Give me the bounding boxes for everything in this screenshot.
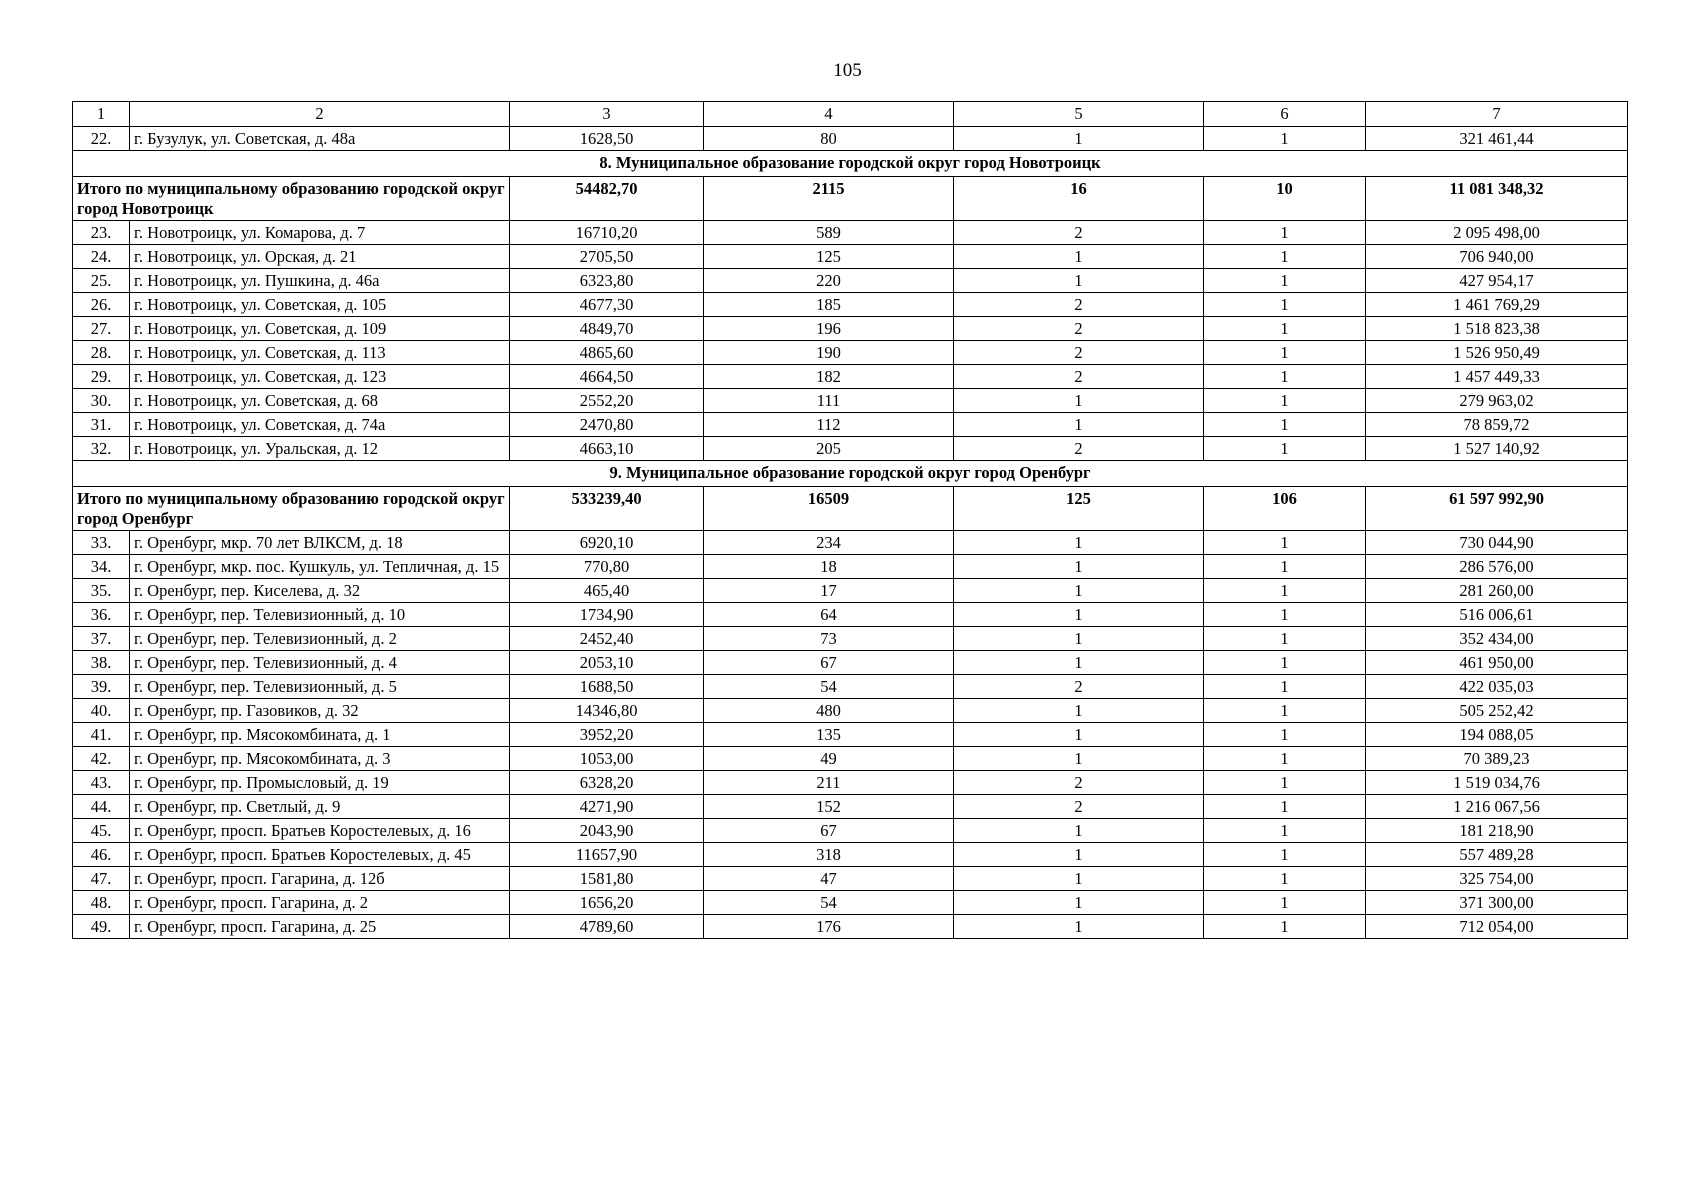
row-col5: 1	[954, 603, 1204, 627]
table-row	[73, 699, 1628, 723]
row-address: г. Оренбург, пер. Телевизионный, д. 4	[130, 651, 510, 675]
row-area: 4865,60	[510, 341, 704, 365]
row-col6: 1	[1204, 867, 1366, 891]
row-col5: 1	[954, 699, 1204, 723]
row-area: 2470,80	[510, 413, 704, 437]
row-cost: 279 963,02	[1366, 389, 1628, 413]
row-residents: 73	[704, 627, 954, 651]
row-number: 28.	[73, 341, 130, 365]
row-number: 34.	[73, 555, 130, 579]
row-number: 43.	[73, 771, 130, 795]
row-cost: 78 859,72	[1366, 413, 1628, 437]
row-cost: 70 389,23	[1366, 747, 1628, 771]
row-residents: 182	[704, 365, 954, 389]
table-body	[73, 102, 1628, 939]
row-number: 36.	[73, 603, 130, 627]
row-cost: 712 054,00	[1366, 915, 1628, 939]
row-residents: 17	[704, 579, 954, 603]
total-label: Итого по муниципальному образованию городской округ город Оренбург	[73, 487, 510, 531]
row-col5: 2	[954, 365, 1204, 389]
row-cost: 1 526 950,49	[1366, 341, 1628, 365]
row-col5: 1	[954, 891, 1204, 915]
row-address: г. Оренбург, пр. Мясокомбината, д. 3	[130, 747, 510, 771]
table-row	[73, 675, 1628, 699]
row-number: 30.	[73, 389, 130, 413]
row-col5: 2	[954, 221, 1204, 245]
row-col6: 1	[1204, 603, 1366, 627]
row-number: 44.	[73, 795, 130, 819]
row-col6: 1	[1204, 437, 1366, 461]
row-number: 22.	[73, 127, 130, 151]
row-residents: 480	[704, 699, 954, 723]
row-col6: 1	[1204, 795, 1366, 819]
row-col5: 1	[954, 579, 1204, 603]
row-area: 1656,20	[510, 891, 704, 915]
table-row	[73, 843, 1628, 867]
header-cell: 3	[510, 102, 704, 127]
row-col6: 1	[1204, 651, 1366, 675]
row-col5: 1	[954, 531, 1204, 555]
row-col5: 2	[954, 675, 1204, 699]
row-col6: 1	[1204, 819, 1366, 843]
row-area: 4677,30	[510, 293, 704, 317]
row-col5: 1	[954, 413, 1204, 437]
row-address: г. Новотроицк, ул. Советская, д. 105	[130, 293, 510, 317]
row-cost: 286 576,00	[1366, 555, 1628, 579]
row-area: 2552,20	[510, 389, 704, 413]
total-residents: 16509	[704, 487, 954, 531]
row-residents: 49	[704, 747, 954, 771]
row-address: г. Новотроицк, ул. Советская, д. 109	[130, 317, 510, 341]
row-area: 4849,70	[510, 317, 704, 341]
table-row	[73, 365, 1628, 389]
row-number: 32.	[73, 437, 130, 461]
row-number: 27.	[73, 317, 130, 341]
row-col5: 2	[954, 293, 1204, 317]
row-cost: 281 260,00	[1366, 579, 1628, 603]
row-address: г. Оренбург, пер. Телевизионный, д. 5	[130, 675, 510, 699]
table-row	[73, 723, 1628, 747]
row-col6: 1	[1204, 413, 1366, 437]
row-address: г. Оренбург, пер. Киселева, д. 32	[130, 579, 510, 603]
row-number: 46.	[73, 843, 130, 867]
row-col6: 1	[1204, 341, 1366, 365]
table-row	[73, 795, 1628, 819]
row-col6: 1	[1204, 221, 1366, 245]
row-cost: 1 457 449,33	[1366, 365, 1628, 389]
header-cell: 7	[1366, 102, 1628, 127]
table-row	[73, 867, 1628, 891]
row-residents: 152	[704, 795, 954, 819]
row-area: 16710,20	[510, 221, 704, 245]
row-residents: 125	[704, 245, 954, 269]
row-cost: 461 950,00	[1366, 651, 1628, 675]
row-address: г. Новотроицк, ул. Советская, д. 74а	[130, 413, 510, 437]
table-row	[73, 891, 1628, 915]
row-number: 31.	[73, 413, 130, 437]
row-col5: 1	[954, 867, 1204, 891]
row-address: г. Оренбург, просп. Братьев Коростелевых, д. 45	[130, 843, 510, 867]
row-address: г. Оренбург, мкр. пос. Кушкуль, ул. Тепличная, д. 15	[130, 555, 510, 579]
row-address: г. Новотроицк, ул. Уральская, д. 12	[130, 437, 510, 461]
table-row	[73, 579, 1628, 603]
row-col6: 1	[1204, 915, 1366, 939]
total-row	[73, 177, 1628, 221]
row-area: 11657,90	[510, 843, 704, 867]
table-row	[73, 819, 1628, 843]
table-row	[73, 771, 1628, 795]
row-address: г. Новотроицк, ул. Пушкина, д. 46а	[130, 269, 510, 293]
row-residents: 80	[704, 127, 954, 151]
row-number: 33.	[73, 531, 130, 555]
row-col6: 1	[1204, 245, 1366, 269]
total-count-col6: 106	[1204, 487, 1366, 531]
row-residents: 111	[704, 389, 954, 413]
row-number: 38.	[73, 651, 130, 675]
row-address: г. Оренбург, просп. Гагарина, д. 2	[130, 891, 510, 915]
row-area: 465,40	[510, 579, 704, 603]
section-title: 9. Муниципальное образование городской округ город Оренбург	[73, 461, 1628, 487]
row-number: 24.	[73, 245, 130, 269]
total-area: 54482,70	[510, 177, 704, 221]
table-row	[73, 341, 1628, 365]
table-row	[73, 555, 1628, 579]
row-col6: 1	[1204, 269, 1366, 293]
total-residents: 2115	[704, 177, 954, 221]
row-area: 14346,80	[510, 699, 704, 723]
row-address: г. Бузулук, ул. Советская, д. 48а	[130, 127, 510, 151]
row-col5: 1	[954, 747, 1204, 771]
table-row	[73, 413, 1628, 437]
row-col6: 1	[1204, 843, 1366, 867]
row-col6: 1	[1204, 723, 1366, 747]
row-address: г. Оренбург, пер. Телевизионный, д. 2	[130, 627, 510, 651]
row-residents: 67	[704, 651, 954, 675]
row-col6: 1	[1204, 891, 1366, 915]
table-row	[73, 245, 1628, 269]
row-area: 2705,50	[510, 245, 704, 269]
row-col5: 1	[954, 723, 1204, 747]
row-address: г. Оренбург, пр. Светлый, д. 9	[130, 795, 510, 819]
header-row	[73, 102, 1628, 127]
table-row	[73, 221, 1628, 245]
row-area: 1688,50	[510, 675, 704, 699]
row-cost: 194 088,05	[1366, 723, 1628, 747]
row-col5: 1	[954, 627, 1204, 651]
row-col6: 1	[1204, 389, 1366, 413]
table-row	[73, 915, 1628, 939]
row-address: г. Новотроицк, ул. Орская, д. 21	[130, 245, 510, 269]
row-number: 39.	[73, 675, 130, 699]
section-heading-row	[73, 151, 1628, 177]
row-area: 770,80	[510, 555, 704, 579]
row-cost: 1 518 823,38	[1366, 317, 1628, 341]
row-area: 4663,10	[510, 437, 704, 461]
row-area: 4271,90	[510, 795, 704, 819]
row-number: 40.	[73, 699, 130, 723]
row-address: г. Оренбург, просп. Братьев Коростелевых, д. 16	[130, 819, 510, 843]
row-residents: 135	[704, 723, 954, 747]
header-cell: 2	[130, 102, 510, 127]
row-area: 1734,90	[510, 603, 704, 627]
total-cost: 61 597 992,90	[1366, 487, 1628, 531]
row-area: 6323,80	[510, 269, 704, 293]
row-col5: 1	[954, 389, 1204, 413]
row-col6: 1	[1204, 317, 1366, 341]
row-address: г. Новотроицк, ул. Комарова, д. 7	[130, 221, 510, 245]
row-area: 2043,90	[510, 819, 704, 843]
row-residents: 220	[704, 269, 954, 293]
row-address: г. Оренбург, просп. Гагарина, д. 25	[130, 915, 510, 939]
row-cost: 321 461,44	[1366, 127, 1628, 151]
page-number: 105	[833, 60, 862, 81]
total-count-col5: 16	[954, 177, 1204, 221]
row-col6: 1	[1204, 365, 1366, 389]
row-col5: 2	[954, 437, 1204, 461]
table-row	[73, 317, 1628, 341]
row-number: 42.	[73, 747, 130, 771]
row-area: 4789,60	[510, 915, 704, 939]
total-count-col6: 10	[1204, 177, 1366, 221]
row-col5: 2	[954, 341, 1204, 365]
row-col6: 1	[1204, 127, 1366, 151]
row-cost: 325 754,00	[1366, 867, 1628, 891]
row-col5: 1	[954, 245, 1204, 269]
row-col5: 2	[954, 317, 1204, 341]
row-address: г. Новотроицк, ул. Советская, д. 113	[130, 341, 510, 365]
row-address: г. Оренбург, пр. Мясокомбината, д. 1	[130, 723, 510, 747]
row-residents: 185	[704, 293, 954, 317]
row-residents: 589	[704, 221, 954, 245]
row-area: 2053,10	[510, 651, 704, 675]
row-number: 25.	[73, 269, 130, 293]
row-col6: 1	[1204, 531, 1366, 555]
table-row	[73, 269, 1628, 293]
row-cost: 1 216 067,56	[1366, 795, 1628, 819]
row-residents: 190	[704, 341, 954, 365]
table-row	[73, 747, 1628, 771]
header-cell: 1	[73, 102, 130, 127]
row-col6: 1	[1204, 771, 1366, 795]
row-address: г. Оренбург, пр. Газовиков, д. 32	[130, 699, 510, 723]
row-address: г. Оренбург, просп. Гагарина, д. 12б	[130, 867, 510, 891]
row-number: 37.	[73, 627, 130, 651]
header-cell: 4	[704, 102, 954, 127]
row-area: 6920,10	[510, 531, 704, 555]
row-cost: 422 035,03	[1366, 675, 1628, 699]
row-col6: 1	[1204, 555, 1366, 579]
row-residents: 67	[704, 819, 954, 843]
row-address: г. Оренбург, пер. Телевизионный, д. 10	[130, 603, 510, 627]
row-col6: 1	[1204, 747, 1366, 771]
row-cost: 706 940,00	[1366, 245, 1628, 269]
row-number: 47.	[73, 867, 130, 891]
table-row	[73, 437, 1628, 461]
total-row	[73, 487, 1628, 531]
housing-table	[72, 101, 1628, 939]
row-col6: 1	[1204, 293, 1366, 317]
row-residents: 54	[704, 891, 954, 915]
row-col5: 1	[954, 819, 1204, 843]
row-number: 23.	[73, 221, 130, 245]
row-cost: 730 044,90	[1366, 531, 1628, 555]
row-residents: 176	[704, 915, 954, 939]
row-number: 45.	[73, 819, 130, 843]
row-col5: 2	[954, 771, 1204, 795]
row-cost: 505 252,42	[1366, 699, 1628, 723]
row-number: 26.	[73, 293, 130, 317]
row-residents: 318	[704, 843, 954, 867]
row-residents: 47	[704, 867, 954, 891]
table-row	[73, 627, 1628, 651]
row-col5: 1	[954, 127, 1204, 151]
row-residents: 234	[704, 531, 954, 555]
row-cost: 371 300,00	[1366, 891, 1628, 915]
row-residents: 196	[704, 317, 954, 341]
total-label: Итого по муниципальному образованию городской округ город Новотроицк	[73, 177, 510, 221]
row-number: 29.	[73, 365, 130, 389]
row-col6: 1	[1204, 699, 1366, 723]
table-row	[73, 531, 1628, 555]
table-row	[73, 389, 1628, 413]
table-row	[73, 127, 1628, 151]
row-col5: 2	[954, 795, 1204, 819]
row-cost: 1 461 769,29	[1366, 293, 1628, 317]
row-area: 2452,40	[510, 627, 704, 651]
row-residents: 112	[704, 413, 954, 437]
row-col5: 1	[954, 843, 1204, 867]
row-area: 6328,20	[510, 771, 704, 795]
row-residents: 54	[704, 675, 954, 699]
row-address: г. Новотроицк, ул. Советская, д. 68	[130, 389, 510, 413]
section-heading-row	[73, 461, 1628, 487]
total-cost: 11 081 348,32	[1366, 177, 1628, 221]
row-col5: 1	[954, 915, 1204, 939]
total-count-col5: 125	[954, 487, 1204, 531]
row-number: 48.	[73, 891, 130, 915]
row-area: 1581,80	[510, 867, 704, 891]
row-address: г. Оренбург, мкр. 70 лет ВЛКСМ, д. 18	[130, 531, 510, 555]
total-area: 533239,40	[510, 487, 704, 531]
row-area: 4664,50	[510, 365, 704, 389]
row-residents: 64	[704, 603, 954, 627]
row-cost: 427 954,17	[1366, 269, 1628, 293]
row-area: 1053,00	[510, 747, 704, 771]
section-title: 8. Муниципальное образование городской округ город Новотроицк	[73, 151, 1628, 177]
row-cost: 557 489,28	[1366, 843, 1628, 867]
row-residents: 205	[704, 437, 954, 461]
row-col6: 1	[1204, 675, 1366, 699]
row-address: г. Новотроицк, ул. Советская, д. 123	[130, 365, 510, 389]
row-col6: 1	[1204, 627, 1366, 651]
row-number: 35.	[73, 579, 130, 603]
row-residents: 211	[704, 771, 954, 795]
row-cost: 352 434,00	[1366, 627, 1628, 651]
row-number: 41.	[73, 723, 130, 747]
row-cost: 516 006,61	[1366, 603, 1628, 627]
row-col6: 1	[1204, 579, 1366, 603]
row-area: 1628,50	[510, 127, 704, 151]
header-cell: 6	[1204, 102, 1366, 127]
row-residents: 18	[704, 555, 954, 579]
table-row	[73, 293, 1628, 317]
row-col5: 1	[954, 269, 1204, 293]
row-area: 3952,20	[510, 723, 704, 747]
row-cost: 1 527 140,92	[1366, 437, 1628, 461]
row-cost: 2 095 498,00	[1366, 221, 1628, 245]
header-cell: 5	[954, 102, 1204, 127]
table-row	[73, 603, 1628, 627]
row-address: г. Оренбург, пр. Промысловый, д. 19	[130, 771, 510, 795]
row-number: 49.	[73, 915, 130, 939]
row-col5: 1	[954, 555, 1204, 579]
row-cost: 1 519 034,76	[1366, 771, 1628, 795]
row-col5: 1	[954, 651, 1204, 675]
row-cost: 181 218,90	[1366, 819, 1628, 843]
table-row	[73, 651, 1628, 675]
